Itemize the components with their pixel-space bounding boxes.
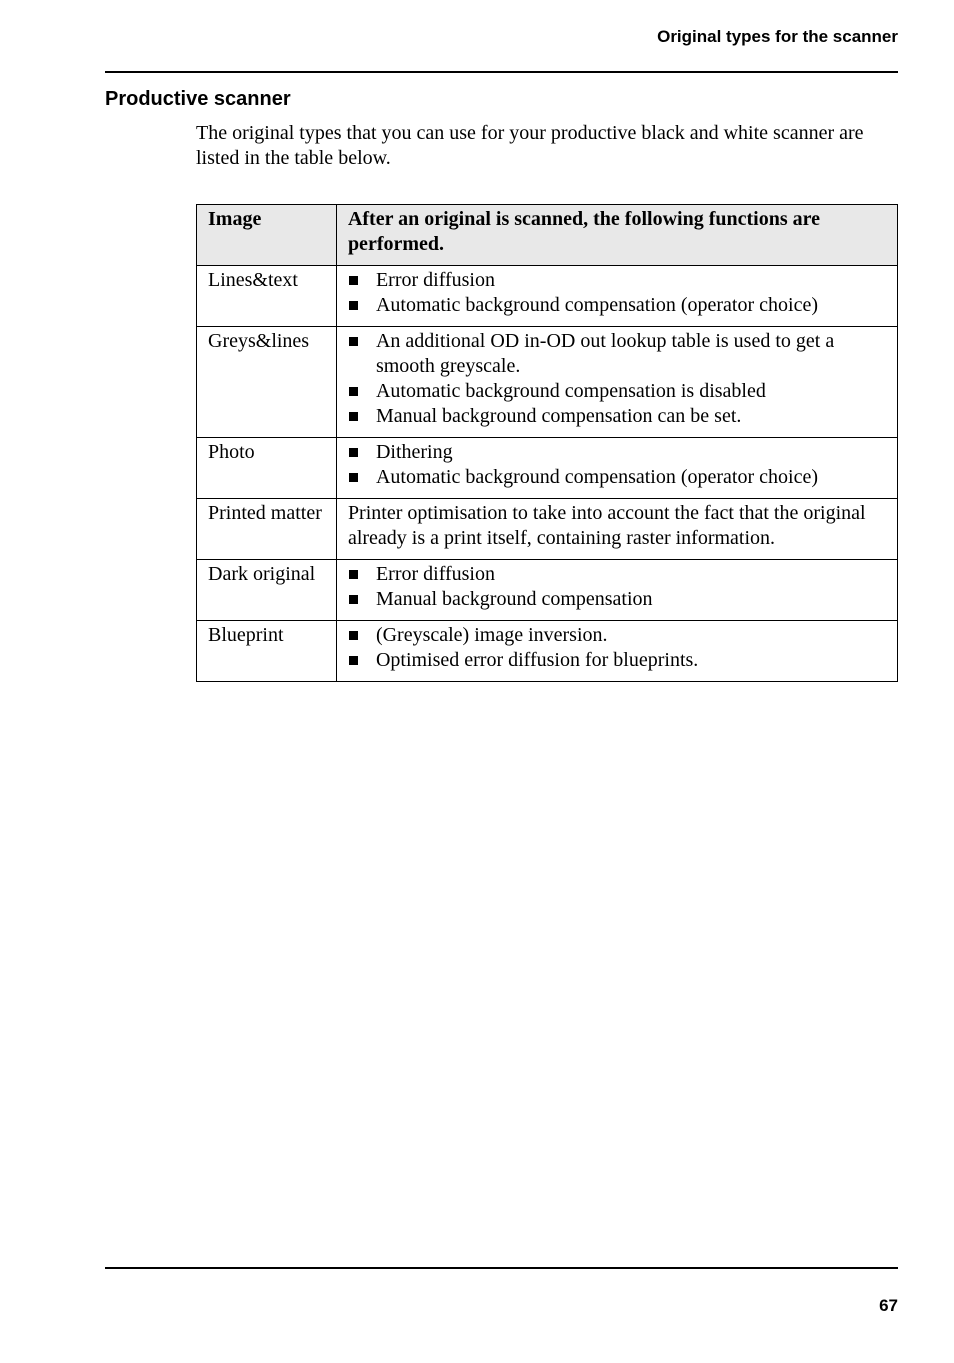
section-title: Productive scanner [105, 88, 291, 110]
list-item: (Greyscale) image inversion. [348, 623, 891, 648]
list-item: Automatic background compensation (operator choice) [348, 465, 891, 490]
page-number: 67 [879, 1296, 898, 1315]
square-bullet-icon [349, 337, 358, 346]
square-bullet-icon [349, 656, 358, 665]
list-item: Manual background compensation [348, 587, 891, 612]
image-type-cell: Lines&text [197, 266, 337, 327]
square-bullet-icon [349, 276, 358, 285]
list-item: Error diffusion [348, 562, 891, 587]
bullet-list [348, 329, 891, 429]
image-type-cell: Photo [197, 438, 337, 499]
table-row [197, 499, 898, 560]
square-bullet-icon [349, 301, 358, 310]
running-header: Original types for the scanner [657, 27, 898, 46]
image-type-cell: Greys&lines [197, 327, 337, 438]
footer-rule [105, 1267, 898, 1269]
image-type-cell: Printed matter [197, 499, 337, 560]
image-type-cell: Blueprint [197, 621, 337, 682]
header-rule [105, 71, 898, 73]
intro-paragraph: The original types that you can use for your productive black and white scanner are listed in the table below. [196, 122, 864, 169]
functions-cell [336, 438, 897, 499]
table-row [197, 327, 898, 438]
column-header-functions: After an original is scanned, the following functions are performed. [336, 205, 897, 266]
functions-cell [336, 560, 897, 621]
functions-cell [336, 327, 897, 438]
list-item: Manual background compensation can be set. [348, 404, 891, 429]
table-row [197, 621, 898, 682]
table-header-row [197, 205, 898, 266]
list-item: Automatic background compensation is disabled [348, 379, 891, 404]
square-bullet-icon [349, 448, 358, 457]
image-type-cell: Dark original [197, 560, 337, 621]
table-row [197, 266, 898, 327]
bullet-list [348, 623, 891, 673]
original-types-table [196, 204, 898, 682]
list-item: Error diffusion [348, 268, 891, 293]
square-bullet-icon [349, 387, 358, 396]
bullet-list [348, 268, 891, 318]
square-bullet-icon [349, 595, 358, 604]
square-bullet-icon [349, 473, 358, 482]
bullet-list [348, 440, 891, 490]
square-bullet-icon [349, 570, 358, 579]
column-header-image: Image [197, 205, 337, 266]
functions-cell [336, 621, 897, 682]
list-item: Optimised error diffusion for blueprints. [348, 648, 891, 673]
functions-cell [336, 266, 897, 327]
square-bullet-icon [349, 412, 358, 421]
list-item: Dithering [348, 440, 891, 465]
functions-cell: Printer optimisation to take into account the fact that the original already is a print itself, containing raster information. [336, 499, 897, 560]
list-item: An additional OD in-OD out lookup table is used to get a smooth greyscale. [348, 329, 891, 379]
table-row [197, 560, 898, 621]
list-item: Automatic background compensation (operator choice) [348, 293, 891, 318]
table-row [197, 438, 898, 499]
square-bullet-icon [349, 631, 358, 640]
bullet-list [348, 562, 891, 612]
